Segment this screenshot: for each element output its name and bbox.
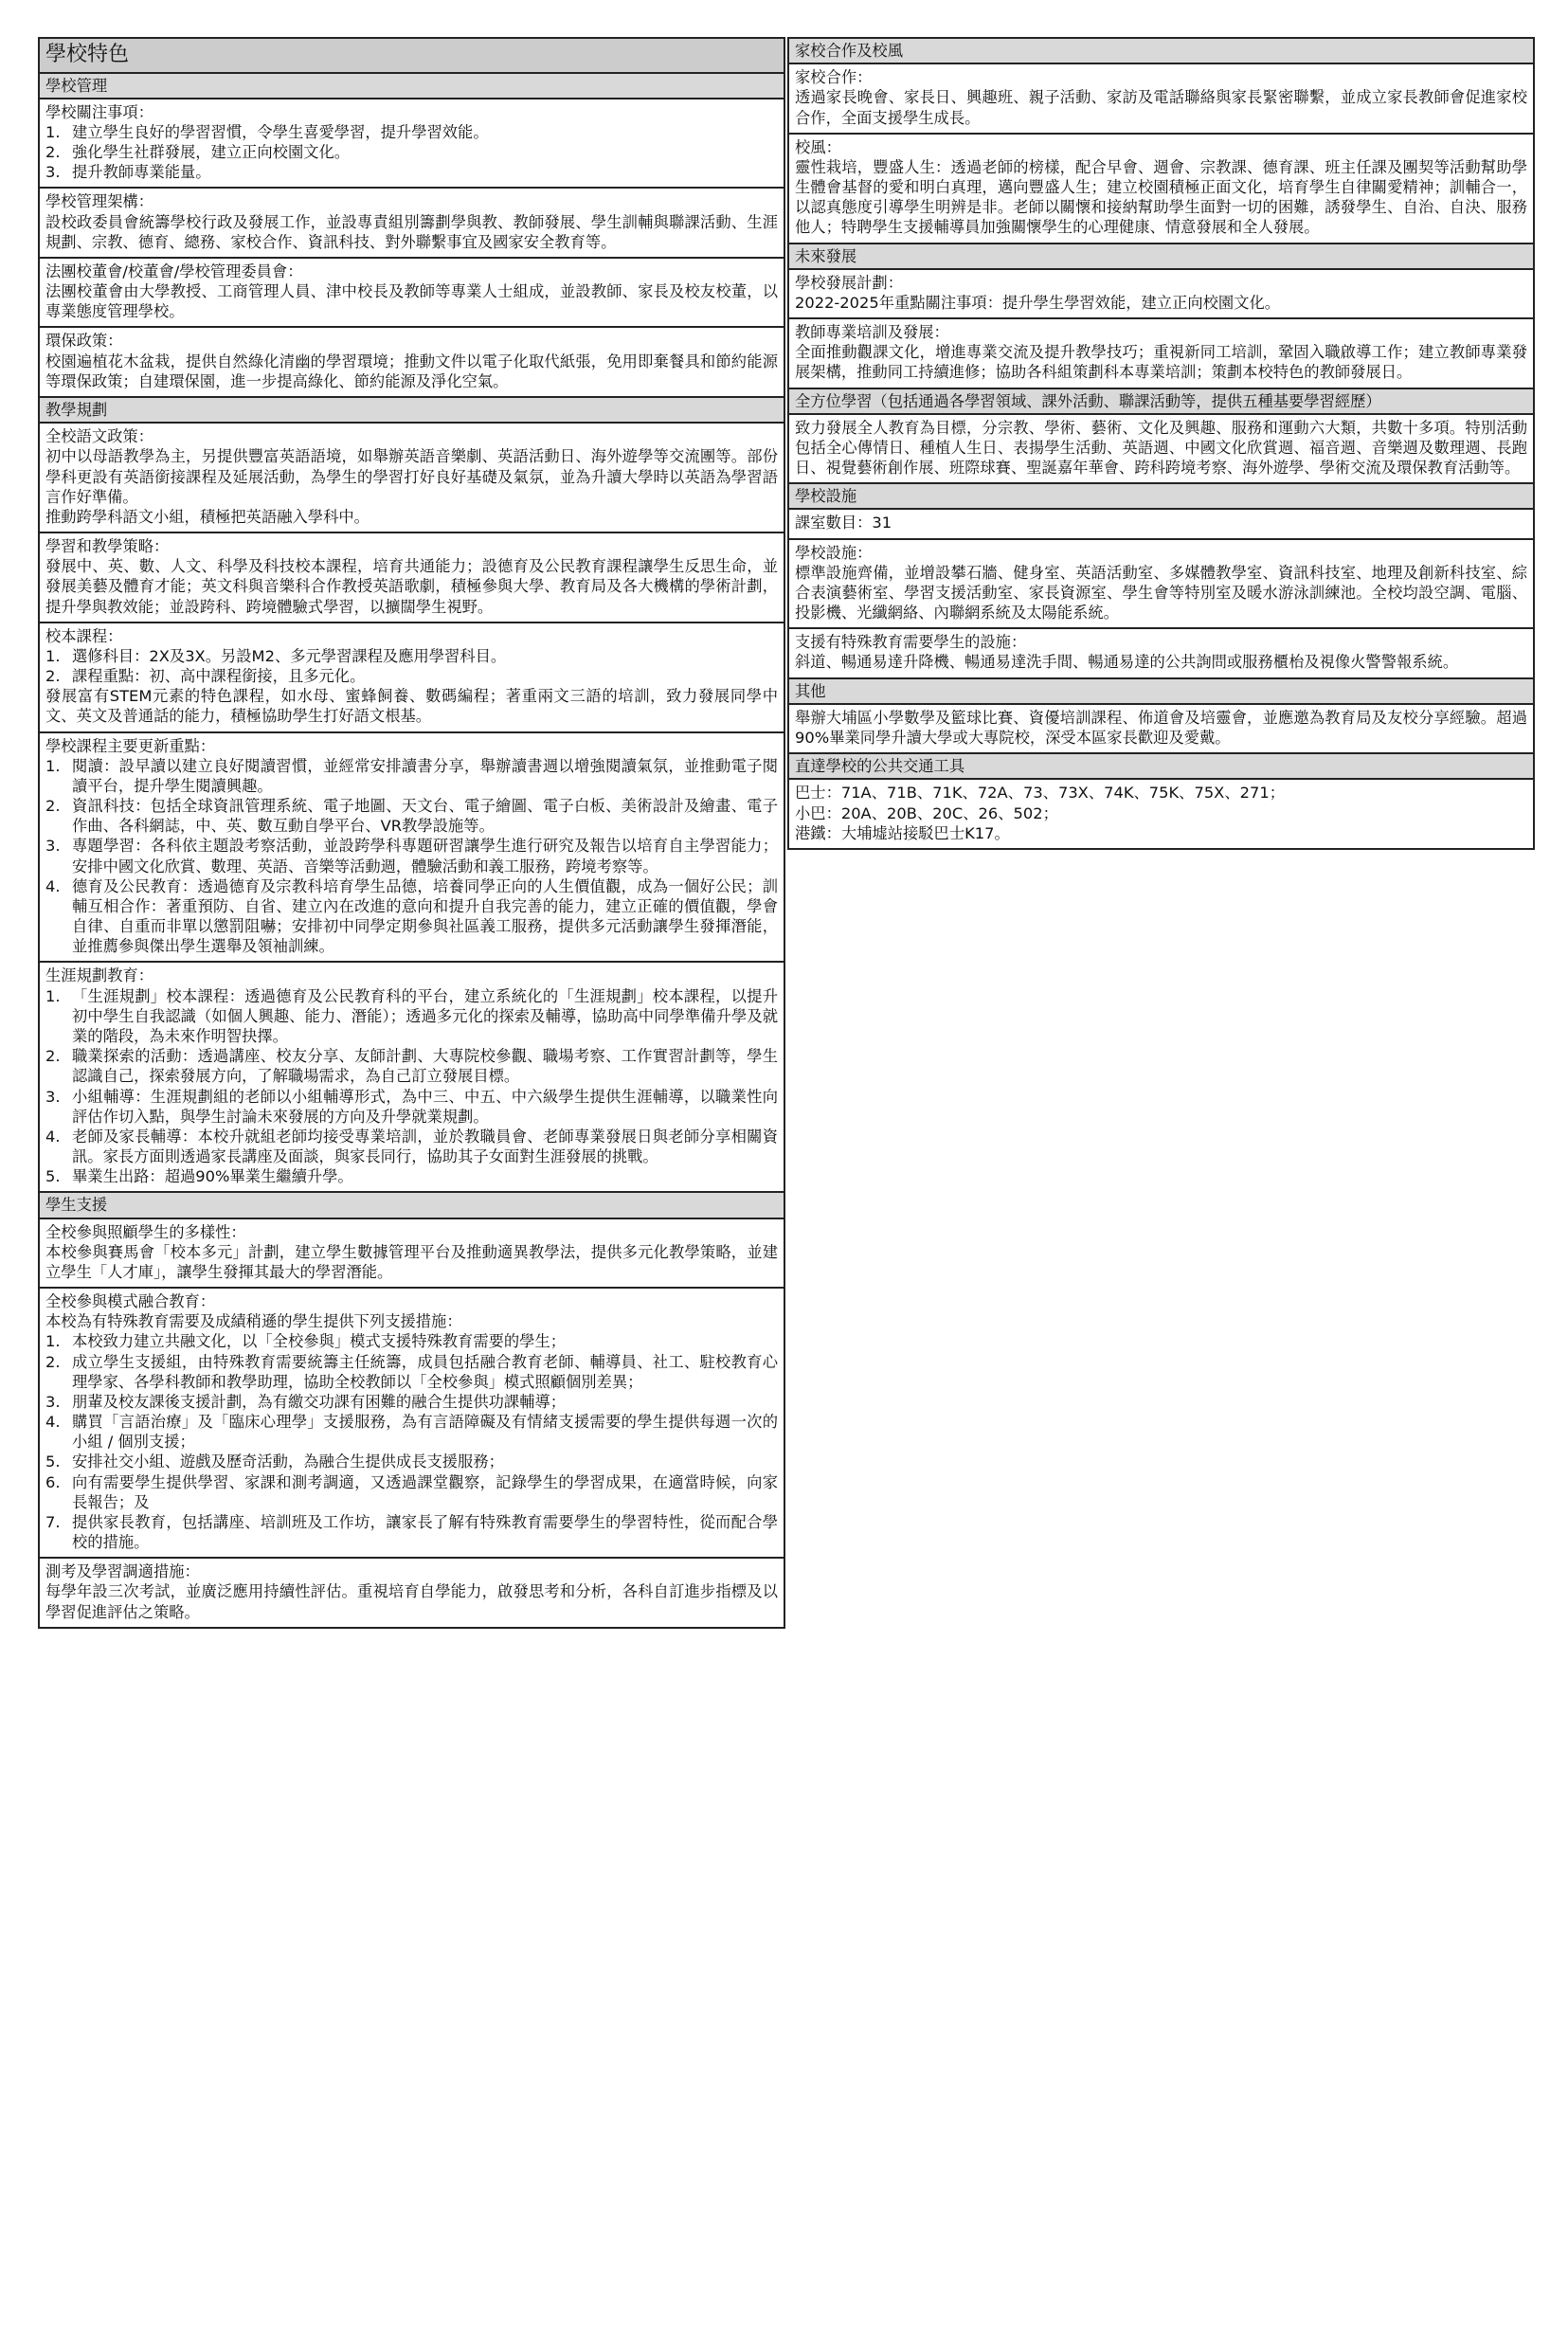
minibus-routes: 小巴：20A、20B、20C、26、502；	[795, 803, 1058, 822]
environment-policy-title: 環保政策：	[45, 332, 123, 351]
school-board-section	[40, 259, 784, 329]
school-focus-list	[45, 122, 778, 183]
school-curriculum-section	[40, 623, 784, 733]
others-text: 舉辦大埔區小學數學及籃球比賽、資優培訓課程、佈道會及培靈會，並應邀為教育局及友校分享經驗。超過90%畢業同學升讀大學或大專院校，深受本區家長歡迎及愛戴。	[795, 708, 1527, 747]
inclusive-education-title: 全校參與模式融合教育：	[45, 1292, 216, 1311]
school-curriculum-text: 發展富有STEM元素的特色課程，如水母、蜜蜂飼養、數碼編程；著重兩文三語的培訓，致力發展同學中文、英文及普通話的能力，積極協助學生打好語文根基。	[45, 687, 778, 726]
assessment-section	[40, 1559, 784, 1627]
career-education-title: 生涯規劃教育：	[45, 966, 153, 985]
left-column	[38, 37, 785, 1629]
development-plan-text: 2022-2025年重點關注事項：提升學生學習效能，建立正向校園文化。	[795, 293, 1281, 312]
language-policy-text-2: 推動跨學科語文小組，積極把英語融入學科中。	[45, 507, 369, 526]
diversity-section	[40, 1219, 784, 1290]
diversity-title: 全校參與照顧學生的多樣性：	[45, 1222, 246, 1241]
whole-person-learning-header: 全方位學習（包括通過各學習領域、課外活動、聯課活動等，提供五種基要學習經歷）	[789, 389, 1533, 415]
teacher-training-section	[789, 319, 1533, 389]
list-item: 4. 購買「言語治療」及「臨床心理學」支援服務，為有言語障礙及有情緒支援需要的學生提供每週一次的小組 / 個別支援；	[45, 1413, 778, 1452]
others-header: 其他	[789, 679, 1533, 705]
classroom-count-section	[789, 510, 1533, 539]
facilities-section	[789, 540, 1533, 630]
facilities-text: 標準設施齊備，並增設攀石牆、健身室、英語活動室、多媒體教學室、資訊科技室、地理及創新科技室、綜合表演藝術室、學習支援活動室、家長資源室、學生會等特別室及暖水游泳訓練池。全校均設空調、電腦、投影機、光纖網絡、內聯網系統及太陽能系統。	[795, 563, 1527, 623]
list-item: 3. 提升教師專業能量。	[45, 163, 211, 182]
right-column	[787, 37, 1535, 850]
sen-facilities-section	[789, 629, 1533, 678]
list-item: 6. 向有需要學生提供學習、家課和測考調適，又透過課堂觀察，記錄學生的學習成果，在適當時候，向家長報告；及	[45, 1472, 778, 1511]
school-facilities-header: 學校設施	[789, 484, 1533, 510]
list-item: 2. 課程重點：初、高中課程銜接，且多元化。	[45, 667, 366, 686]
development-plan-section	[789, 270, 1533, 319]
transport-section	[789, 780, 1533, 848]
career-education-list	[45, 986, 778, 1187]
list-item: 2. 職業探索的活動：透過講座、校友分享、友師計劃、大專院校參觀、職場考察、工作實習計劃等，學生認識自己，探索發展方向，了解職場需求，為自己訂立發展目標。	[45, 1047, 778, 1086]
whole-person-learning-section	[789, 415, 1533, 485]
bus-routes: 巴士：71A、71B、71K、72A、73、73X、74K、75K、75X、271；	[795, 784, 1285, 803]
student-support-header: 學生支援	[40, 1193, 784, 1218]
school-focus-section	[40, 99, 784, 189]
sen-facilities-text: 斜道、暢通易達升降機、暢通易達洗手間、暢通易達的公共詢問或服務櫃枱及視像火警警報系統。	[795, 653, 1459, 672]
list-item: 1. 建立學生良好的學習習慣，令學生喜愛學習，提升學習效能。	[45, 122, 489, 141]
list-item: 2. 資訊科技：包括全球資訊管理系統、電子地圖、天文台、電子繪圖、電子白板、美術設計及繪畫、電子作曲、各科網誌，中、英、數互動自學平台、VR教學設施等。	[45, 797, 778, 836]
list-item: 1. 選修科目：2X及3X。另設M2、多元學習課程及應用學習科目。	[45, 646, 507, 665]
whole-person-learning-text: 致力發展全人教育為目標，分宗教、學術、藝術、文化及興趣、服務和運動六大類，共數十多項。特別活動包括全心傳情日、種植人生日、表揚學生活動、英語週、中國文化欣賞週、福音週、音樂週及數理週、長跑日、視覺藝術創作展、班際球賽、聖誕嘉年華會、跨科跨境考察、海外遊學、學術交流及環保教育活動等。	[795, 418, 1527, 478]
list-item: 1. 閱讀：設早讀以建立良好閱讀習慣，並經常安排讀書分享，舉辦讀書週以增強閱讀氣氛，並推動電子閱讀平台，提升學生閱讀興趣。	[45, 756, 778, 795]
list-item: 7. 提供家長教育，包括講座、培訓班及工作坊，讓家長了解有特殊教育需要學生的學習特性，從而配合學校的措施。	[45, 1512, 778, 1552]
curriculum-updates-list	[45, 756, 778, 957]
language-policy-section	[40, 424, 784, 533]
list-item: 2. 強化學生社群發展，建立正向校園文化。	[45, 143, 351, 162]
school-curriculum-title: 校本課程：	[45, 626, 123, 645]
home-school-coop-text: 透過家長晚會、家長日、興趣班、親子活動、家訪及電話聯絡與家長緊密聯繫，並成立家長教師會促進家校合作，全面支援學生成長。	[795, 88, 1527, 127]
list-item: 5. 畢業生出路：超過90%畢業生繼續升學。	[45, 1167, 353, 1186]
facilities-title: 學校設施：	[795, 543, 873, 562]
classroom-count-text: 課室數目：31	[795, 514, 892, 532]
list-item: 4. 德育及公民教育：透過德育及宗教科培育學生品德，培養同學正向的人生價值觀，成為一個好公民；訓輔互相合作：著重預防、自省、建立內在改進的意向和提升自我完善的能力，建立正確的價值觀，學會自律、自重而非單以懲罰阻嚇；安排初中同學定期參與社區義工服務，提供多元活動讓學生發揮潛能，並推薦參與傑出學生選舉及領袖訓練。	[45, 876, 778, 956]
school-ethos-text: 靈性栽培，豐盛人生：透過老師的榜樣，配合早會、週會、宗教課、德育課、班主任課及團契等活動幫助學生體會基督的愛和明白真理，邁向豐盛人生；建立校園積極正面文化，培育學生自律關愛精神；訓輔合一，以認真態度引導學生明辨是非。老師以關懷和接納幫助學生面對一切的困難，誘發學生、自治、自決、服務他人；特聘學生支援輔導員加強關懷學生的心理健康、情意發展和全人發展。	[795, 157, 1527, 237]
list-item: 2. 成立學生支援組，由特殊教育需要統籌主任統籌，成員包括融合教育老師、輔導員、社工、駐校教育心理學家、各學科教師和教學助理，協助全校教師以「全校參與」模式照顧個別差異；	[45, 1352, 778, 1391]
home-school-coop-section	[789, 64, 1533, 135]
transport-header: 直達學校的公共交通工具	[789, 754, 1533, 780]
list-item: 1. 「生涯規劃」校本課程：透過德育及公民教育科的平台，建立系統化的「生涯規劃」校本課程，以提升初中學生自我認識（如個人興趣、能力、潛能）；透過多元化的探索及輔導，協助高中同學準備升學及就業的階段，為未來作明智抉擇。	[45, 986, 778, 1045]
list-item: 3. 專題學習：各科依主題設考察活動，並設跨學科專題研習讓學生進行研究及報告以培育自主學習能力；安排中國文化欣賞、數理、英語、音樂等活動週，體驗活動和義工服務，跨境考察等。	[45, 837, 778, 875]
inclusive-education-list	[45, 1331, 778, 1552]
assessment-text: 每學年設三次考試，並廣泛應用持續性評估。重視培育自學能力，啟發思考和分析，各科自訂進步指標及以學習促進評估之策略。	[45, 1582, 778, 1621]
inclusive-education-section	[40, 1289, 784, 1559]
others-section	[789, 705, 1533, 754]
inclusive-education-intro: 本校為有特殊教育需要及成績稍遜的學生提供下列支援措施：	[45, 1312, 462, 1331]
curriculum-updates-title: 學校課程主要更新重點：	[45, 736, 216, 755]
assessment-title: 測考及學習調適措施：	[45, 1562, 200, 1581]
school-ethos-title: 校風：	[795, 137, 841, 156]
future-development-header: 未來發展	[789, 244, 1533, 270]
learning-strategy-text: 發展中、英、數、人文、科學及科技校本課程，培育共通能力；設德育及公民教育課程讓學生反思生命，並發展美藝及體育才能；英文科與音樂科合作教授英語歌劇，積極參與大學、教育局及各大機構的學術計劃，提升學與教效能；並設跨科、跨境體驗式學習，以擴闊學生視野。	[45, 557, 778, 616]
sen-facilities-title: 支援有特殊教育需要學生的設施：	[795, 633, 1027, 652]
school-focus-title: 學校關注事項：	[45, 102, 153, 121]
diversity-text: 本校參與賽馬會「校本多元」計劃，建立學生數據管理平台及推動適異教學法，提供多元化教學策略，並建立學生「人才庫」，讓學生發揮其最大的學習潛能。	[45, 1242, 778, 1281]
environment-policy-section	[40, 328, 784, 398]
learning-strategy-title: 學習和教學策略：	[45, 537, 170, 556]
management-framework-section	[40, 189, 784, 259]
teacher-training-text: 全面推動觀課文化，增進專業交流及提升教學技巧；重視新同工培訓，鞏固入職啟導工作；建立教師專業發展架構，推動同工持續進修；協助各科組策劃科本專業培訓；策劃本校特色的教師發展日。	[795, 343, 1527, 382]
school-board-text: 法團校董會由大學教授、工商管理人員、津中校長及教師等專業人士組成，並設教師、家長及校友校董，以專業態度管理學校。	[45, 282, 778, 321]
career-education-section	[40, 963, 784, 1193]
development-plan-title: 學校發展計劃：	[795, 273, 903, 292]
school-management-header: 學校管理	[40, 74, 784, 99]
list-item: 5. 安排社交小組、遊戲及歷奇活動，為融合生提供成長支援服務；	[45, 1453, 504, 1471]
learning-strategy-section	[40, 533, 784, 623]
school-board-title: 法團校董會/校董會/學校管理委員會：	[45, 262, 303, 280]
mtr-routes: 港鐵：大埔墟站接駁巴士K17。	[795, 823, 1010, 842]
environment-policy-text: 校園遍植花木盆栽，提供自然綠化清幽的學習環境；推動文件以電子化取代紙張，免用即棄餐具和節約能源等環保政策；自建環保園，進一步提高綠化、節約能源及淨化空氣。	[45, 352, 778, 390]
list-item: 3. 朋輩及校友課後支援計劃，為有繳交功課有困難的融合生提供功課輔導；	[45, 1392, 567, 1411]
list-item: 1. 本校致力建立共融文化，以「全校參與」模式支援特殊教育需要的學生；	[45, 1332, 567, 1351]
school-curriculum-list	[45, 646, 778, 686]
home-school-coop-title: 家校合作：	[795, 68, 873, 87]
curriculum-updates-section	[40, 733, 784, 964]
home-school-header: 家校合作及校風	[789, 39, 1533, 64]
teaching-planning-header: 教學規劃	[40, 398, 784, 424]
list-item: 4. 老師及家長輔導：本校升就組老師均接受專業培訓，並於教職員會、老師專業發展日與老師分享相關資訊。家長方面則透過家長講座及面談，與家長同行，協助其子女面對生涯發展的挑戰。	[45, 1127, 778, 1166]
list-item: 3. 小組輔導：生涯規劃組的老師以小組輔導形式，為中三、中五、中六級學生提供生涯輔導，以職業性向評估作切入點，與學生討論未來發展的方向及升學就業規劃。	[45, 1087, 778, 1126]
management-framework-text: 設校政委員會統籌學校行政及發展工作，並設專責組別籌劃學與教、教師發展、學生訓輔與聯課活動、生涯規劃、宗教、德育、總務、家校合作、資訊科技、對外聯繫事宜及國家安全教育等。	[45, 212, 778, 251]
teacher-training-title: 教師專業培訓及發展：	[795, 323, 949, 342]
school-ethos-section	[789, 135, 1533, 244]
language-policy-text: 初中以母語教學為主，另提供豐富英語語境，如舉辦英語音樂劇、英語活動日、海外遊學等交流團等。部份學科更設有英語銜接課程及延展活動，為學生的學習打好良好基礎及氣氛，並為升讀大學時以英語為學習語言作好準備。	[45, 447, 778, 506]
school-features-title: 學校特色	[40, 39, 784, 74]
language-policy-title: 全校語文政策：	[45, 427, 153, 446]
management-framework-title: 學校管理架構：	[45, 192, 153, 211]
